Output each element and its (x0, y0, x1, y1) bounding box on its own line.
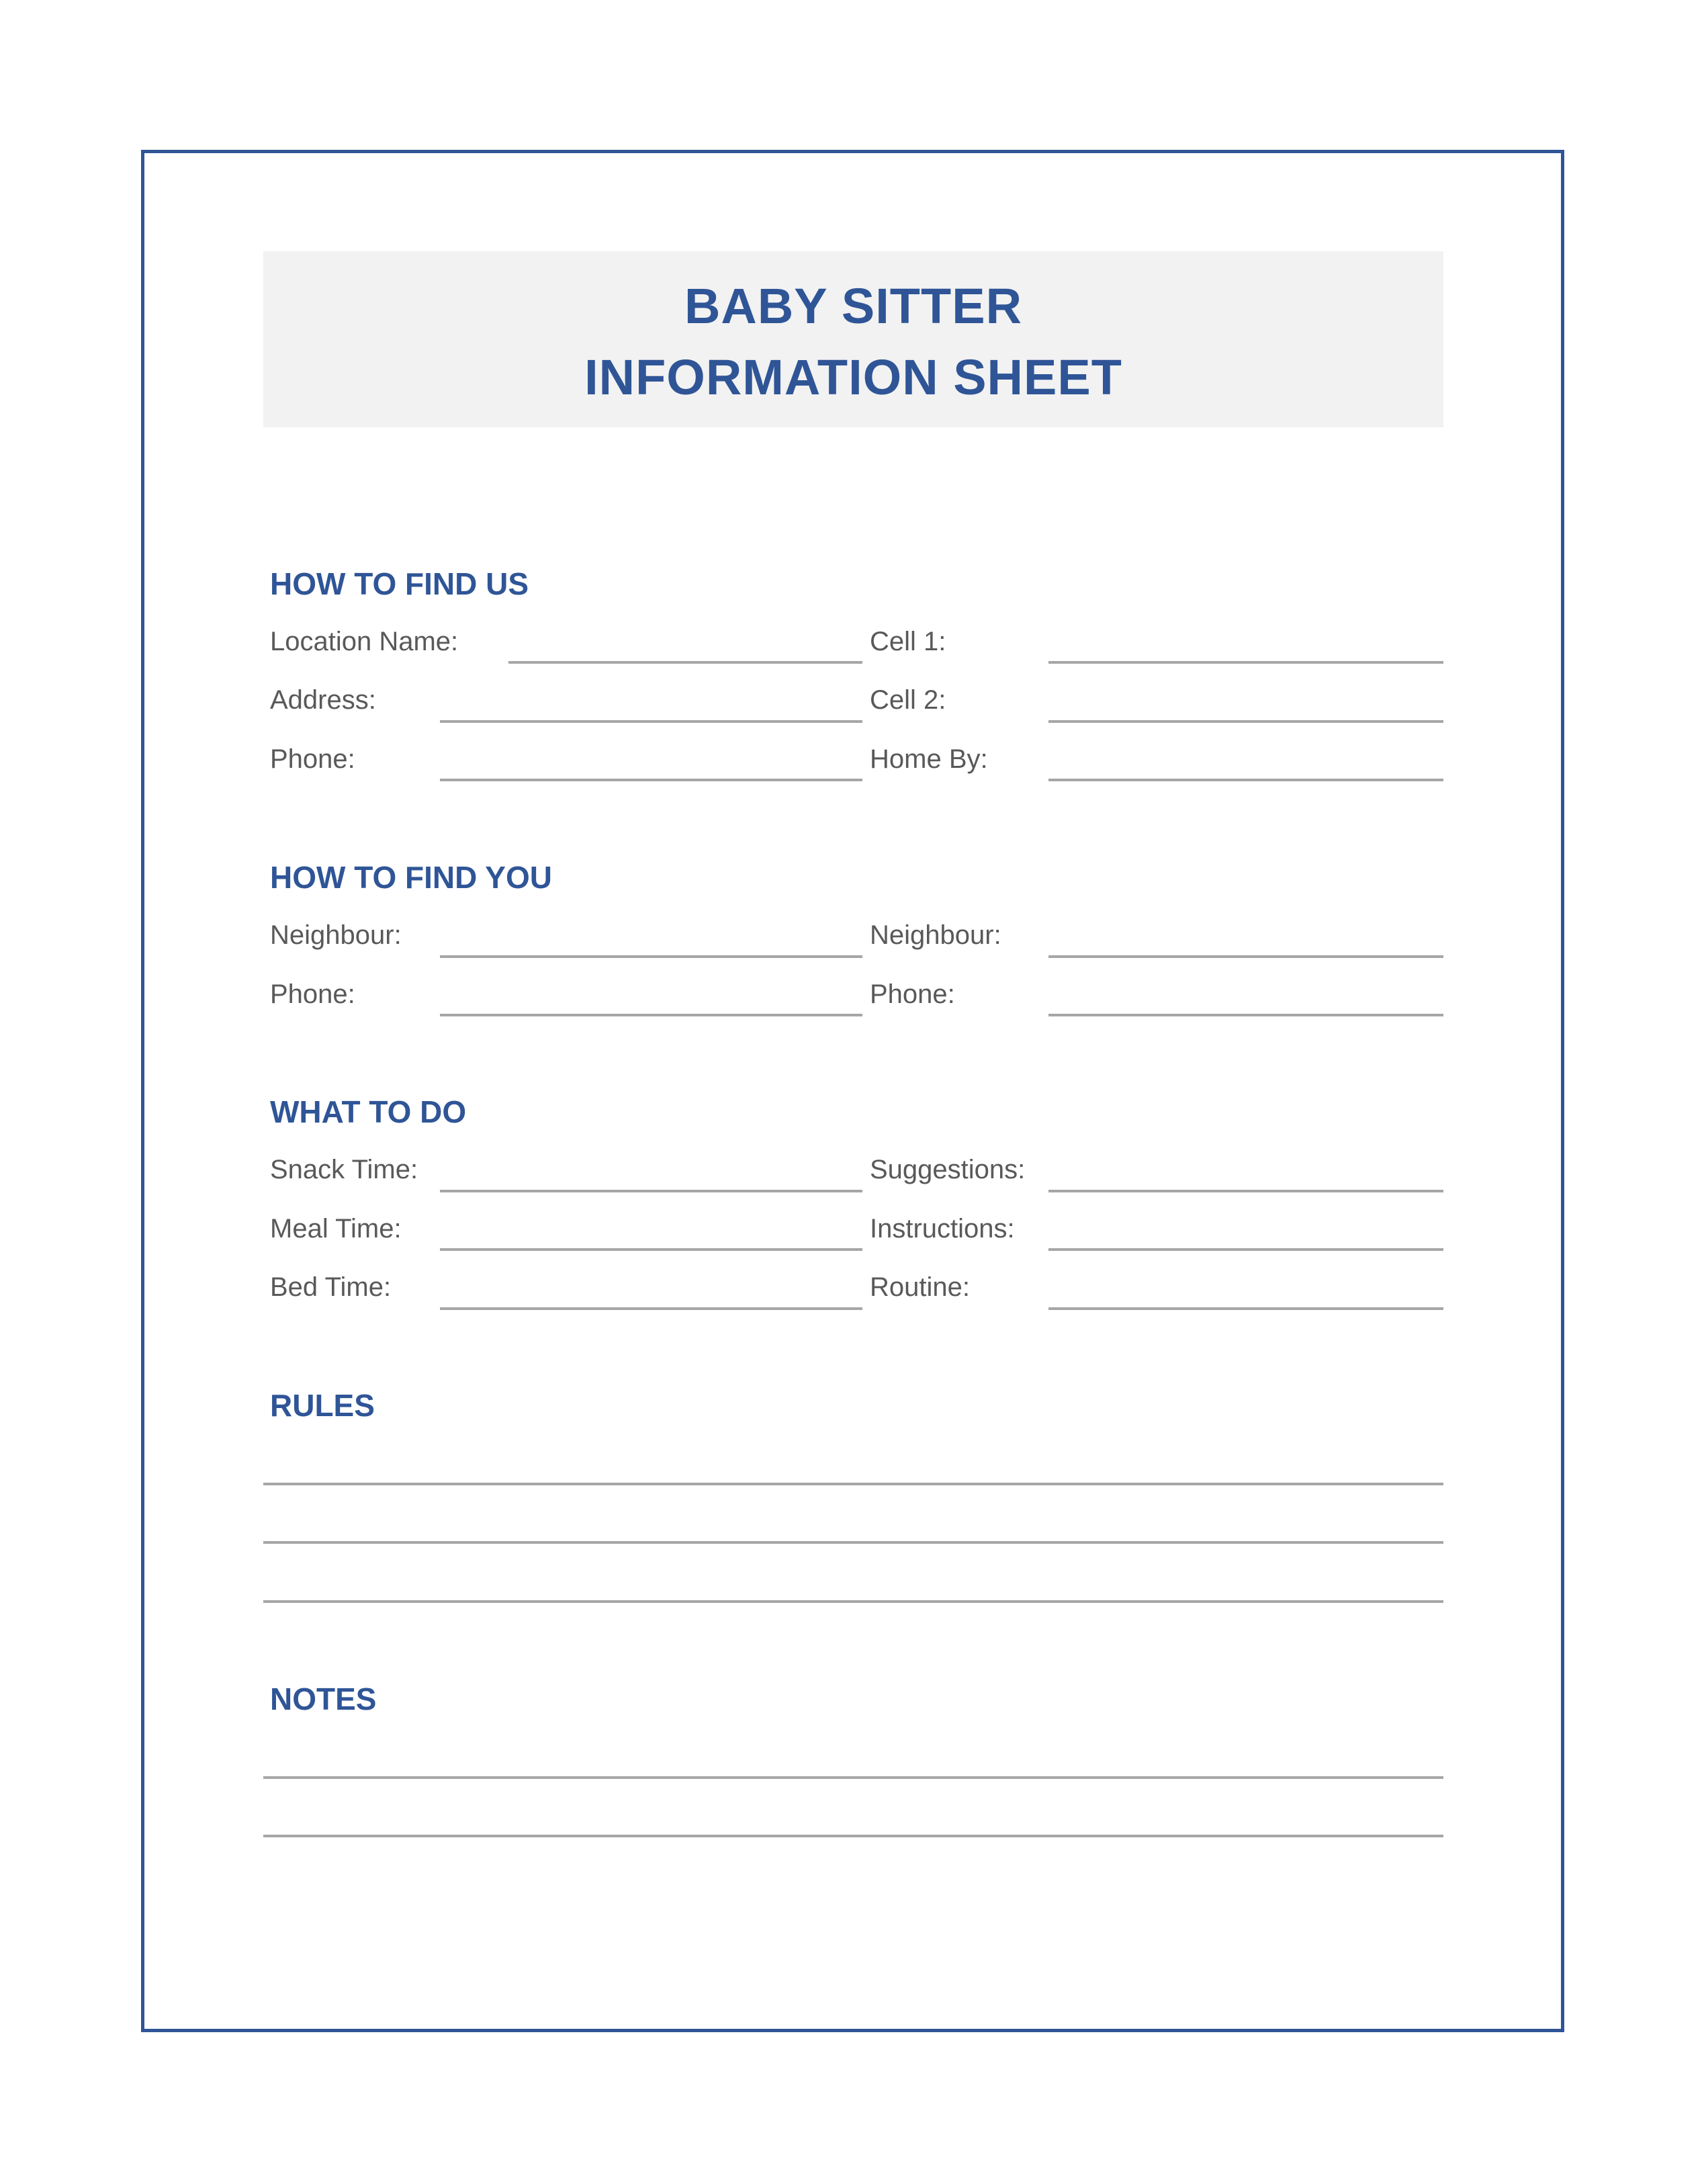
rules-line-1[interactable] (263, 1483, 1443, 1485)
suggestions-label: Suggestions: (870, 1155, 1026, 1184)
home-by-field[interactable] (1048, 779, 1443, 781)
phone-left-label: Phone: (270, 979, 355, 1009)
meal-time-label: Meal Time: (270, 1214, 402, 1243)
title-line-2: INFORMATION SHEET (584, 349, 1122, 405)
cell-2-label: Cell 2: (870, 685, 946, 715)
section-heading-find-us: HOW TO FIND US (270, 566, 529, 601)
neighbour-left-field[interactable] (440, 955, 862, 958)
rules-line-2[interactable] (263, 1541, 1443, 1544)
title-banner (263, 251, 1443, 427)
suggestions-field[interactable] (1048, 1190, 1443, 1192)
bed-time-field[interactable] (440, 1307, 862, 1310)
neighbour-left-label: Neighbour: (270, 920, 402, 950)
location-name-label: Location Name: (270, 627, 459, 656)
routine-label: Routine: (870, 1272, 970, 1302)
snack-time-field[interactable] (440, 1190, 862, 1192)
notes-line-2[interactable] (263, 1835, 1443, 1837)
cell-1-label: Cell 1: (870, 627, 946, 656)
address-field[interactable] (440, 720, 862, 723)
snack-time-label: Snack Time: (270, 1155, 418, 1184)
section-heading-notes: NOTES (270, 1681, 377, 1716)
section-heading-rules: RULES (270, 1388, 375, 1423)
location-name-field[interactable] (508, 661, 862, 664)
page-border (141, 150, 1564, 2032)
section-heading-what-to-do: WHAT TO DO (270, 1094, 467, 1129)
cell-1-field[interactable] (1048, 661, 1443, 664)
phone-label: Phone: (270, 744, 355, 774)
title-line-1: BABY SITTER (684, 278, 1023, 334)
meal-time-field[interactable] (440, 1248, 862, 1251)
routine-field[interactable] (1048, 1307, 1443, 1310)
cell-2-field[interactable] (1048, 720, 1443, 723)
address-label: Address: (270, 685, 376, 715)
home-by-label: Home By: (870, 744, 988, 774)
neighbour-right-field[interactable] (1048, 955, 1443, 958)
notes-line-1[interactable] (263, 1776, 1443, 1779)
instructions-label: Instructions: (870, 1214, 1015, 1243)
instructions-field[interactable] (1048, 1248, 1443, 1251)
phone-right-field[interactable] (1048, 1014, 1443, 1016)
phone-right-label: Phone: (870, 979, 955, 1009)
phone-field[interactable] (440, 779, 862, 781)
neighbour-right-label: Neighbour: (870, 920, 1001, 950)
section-heading-find-you: HOW TO FIND YOU (270, 860, 552, 895)
bed-time-label: Bed Time: (270, 1272, 392, 1302)
rules-line-3[interactable] (263, 1600, 1443, 1603)
phone-left-field[interactable] (440, 1014, 862, 1016)
